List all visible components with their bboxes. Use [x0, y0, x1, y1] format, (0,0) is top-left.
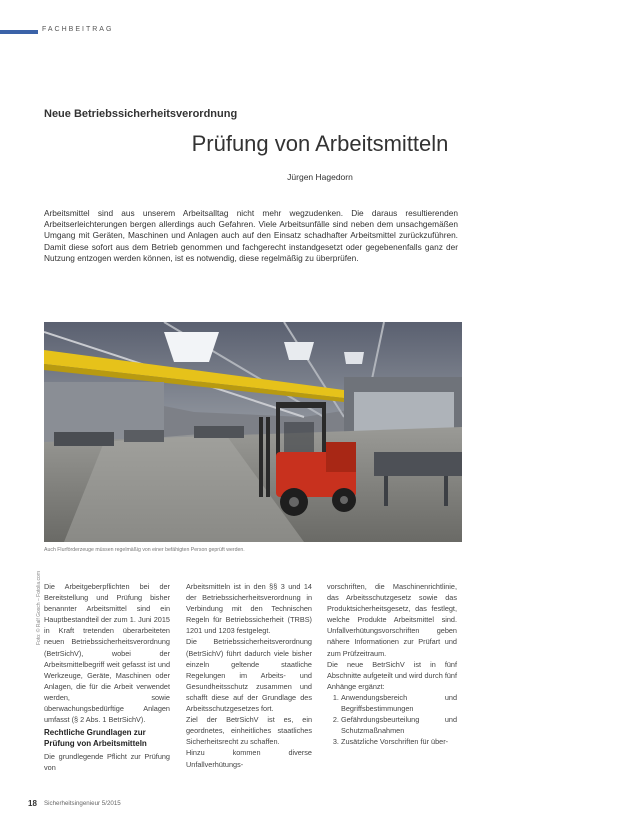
article-author: Jürgen Hagedorn	[287, 172, 353, 182]
text-column-3	[327, 581, 457, 747]
paragraph: Die neue BetrSichV ist in fünf Abschnitte aufgeteilt und wird durch fünf Anhänge ergänzt:	[327, 659, 457, 691]
section-list	[327, 692, 457, 747]
list-item: 1. Anwendungsbereich und Begriffsbestimmungen	[341, 692, 457, 714]
page-number: 18	[28, 799, 37, 808]
article-lead: Arbeitsmittel sind aus unserem Arbeitsalltag nicht mehr wegzudenken. Die daraus resultierenden Arbeitserleichterungen bergen allerdings auch Gefahren. Viele Arbeitsunfälle sind neben dem unsachgemäßen Umgang mit Geräten, Maschinen und Anlagen auch auf den Einsatz schadhafter Arbeitsmittel zurückzuführen. Damit diese sofort aus dem Betrieb genommen und fachgerecht instandgesetzt oder gegebenenfalls ganz der Nutzung entzogen werden können, ist es notwendig, diese regelmäßig zu überprüfen.	[44, 208, 458, 263]
section-label: FACHBEITRAG	[42, 26, 114, 33]
photo-credit-text: Foto: © Ralf Gosch – Fotolia.com	[36, 571, 42, 645]
list-item: 2. Gefährdungsbeurteilung und Schutzmaßnahmen	[341, 714, 457, 736]
photo-caption: Auch Flurförderzeuge müssen regelmäßig von einer befähigten Person geprüft werden.	[44, 547, 245, 553]
paragraph: vorschriften, die Maschinenrichtlinie, das Arbeitsschutzgesetz sowie das Produktsicherheitsgesetz, das festlegt, welche Produkte Arbeitsmittel sind. Unfallverhütungsvorschriften geben nähere Informationen zur Prüfart und zum Prüfzeitraum.	[327, 582, 457, 658]
paragraph: Arbeitsmitteln ist in den §§ 3 und 14 der Betriebssicherheitsverordnung in Verbindung mit den Technischen Regeln für Betriebssicherheit (TRBS) 1201 und 1203 festgelegt.	[186, 582, 312, 636]
paragraph: Hinzu kommen diverse Unfallverhütungs-	[186, 748, 312, 769]
article-kicker: Neue Betriebssicherheitsverordnung	[44, 108, 238, 120]
article-title: Prüfung von Arbeitsmitteln	[191, 131, 449, 156]
paragraph: Die Betriebssicherheitsverordnung (BetrSichV) führt dadurch viele bisher einzeln geltende staatliche Regelungen im Arbeits- und Gesundheitsschutz zusammen und schafft diese auf der Grundlage des Arbeitsschutzgesetzes fort.	[186, 637, 312, 714]
text-column-1	[44, 581, 170, 773]
section-accent-bar	[0, 30, 38, 34]
text-column-2	[186, 581, 312, 770]
warehouse-forklift-photo	[44, 322, 462, 542]
paragraph: Die Arbeitgeberpflichten bei der Bereitstellung und Prüfung bisher benannter Arbeitsmittel sind ein Hauptbestandteil der zum 1. Juni 2015 in Kraft tretenden überarbeiteten neuen Betriebssicherheitsverordnung (BetrSichV), wobei der Arbeitsmittelbegriff weit gefasst ist und Werkzeuge, Geräte, Maschinen oder Anlagen, die für die Arbeit verwendet werden, sowie überwachungsbedürftige Anlagen umfasst (§ 2 Abs. 1 BetrSichV).	[44, 582, 170, 725]
subheading: Rechtliche Grundlagen zur Prüfung von Arbeitsmitteln	[44, 728, 147, 748]
paragraph: Die grundlegende Pflicht zur Prüfung von	[44, 752, 170, 773]
journal-name: Sicherheitsingenieur 5/2015	[44, 800, 121, 807]
list-item: 3. Zusätzliche Vorschriften für über-	[341, 736, 457, 747]
paragraph: Ziel der BetrSichV ist es, ein geordnetes, einheitliches staatliches Sicherheitsrecht zu schaffen.	[186, 715, 312, 747]
